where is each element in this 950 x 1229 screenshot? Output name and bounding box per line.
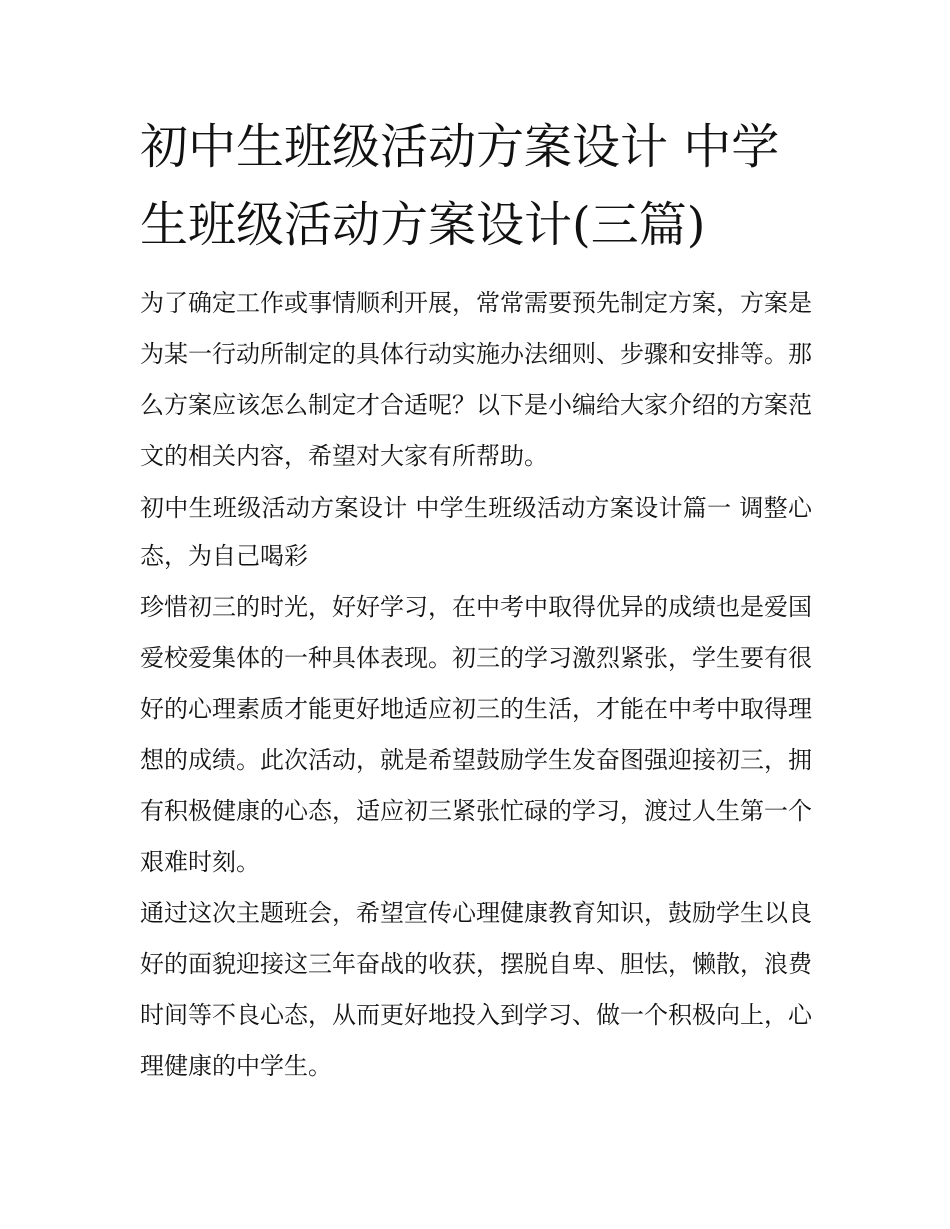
body-paragraph: 通过这次主题班会，希望宣传心理健康教育知识，鼓励学生以良好的面貌迎接这三年奋战的收获，摆脱自卑、胆怯，懒散，浪费时间等不良心态，从而更好地投入到学习、做一个积极向上，心理健康的中学生。 xyxy=(140,899,812,1080)
document-page xyxy=(140,108,812,1092)
document-title: 初中生班级活动方案设计 中学生班级活动方案设计(三篇) xyxy=(140,119,780,253)
intro-paragraph: 为了确定工作或事情顺利开展，常常需要预先制定方案，方案是为某一行动所制定的具体行动实施办法细则、步骤和安排等。那么方案应该怎么制定才合适呢？以下是小编给大家介绍的方案范文的相关内容，希望对大家有所帮助。 xyxy=(140,289,812,470)
section-heading: 初中生班级活动方案设计 中学生班级活动方案设计篇一 调整心态，为自己喝彩 xyxy=(140,494,812,570)
body-paragraph: 珍惜初三的时光，好好学习，在中考中取得优异的成绩也是爱国爱校爱集体的一种具体表现。初三的学习激烈紧张，学生要有很好的心理素质才能更好地适应初三的生活，才能在中考中取得理想的成绩。此次活动，就是希望鼓励学生发奋图强迎接初三，拥有积极健康的心态，适应初三紧张忙碌的学习，渡过人生第一个艰难时刻。 xyxy=(140,593,812,876)
